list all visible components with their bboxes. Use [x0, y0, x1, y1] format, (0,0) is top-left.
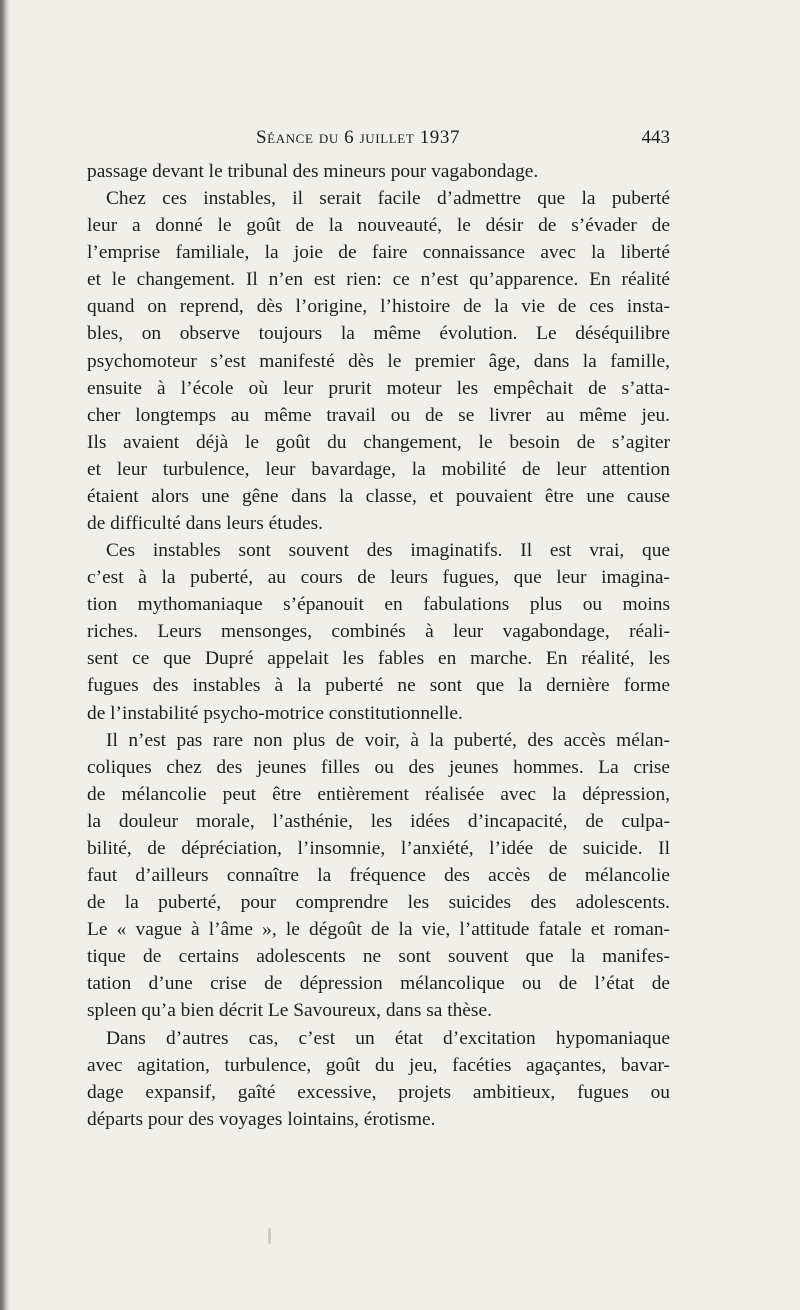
text-line: Le « vague à l’âme », le dégoût de la vie, l’attitude fatale et roman- — [87, 919, 670, 941]
paragraph — [87, 1025, 670, 1133]
text-line: tation d’une crise de dépression mélancolique ou de l’état de — [87, 973, 670, 995]
text-line: la douleur morale, l’asthénie, les idées d’incapacité, de culpa- — [87, 810, 670, 832]
text-line: c’est à la puberté, au cours de leurs fugues, que leur imagina- — [87, 567, 670, 589]
text-line: leur a donné le goût de la nouveauté, le désir de s’évader de — [87, 215, 670, 237]
text-line: Chez ces instables, il serait facile d’admettre que la puberté — [106, 188, 670, 210]
text-line: de la puberté, pour comprendre les suicides des adolescents. — [87, 892, 670, 914]
text-line: riches. Leurs mensonges, combinés à leur vagabondage, réali- — [87, 621, 670, 643]
text-line: ensuite à l’école où leur prurit moteur les empêchait de s’atta- — [87, 377, 670, 399]
running-head — [256, 123, 670, 153]
text-line: de mélancolie peut être entièrement réalisée avec la dépression, — [87, 783, 670, 805]
body-text — [87, 158, 670, 1133]
text-line: passage devant le tribunal des mineurs pour vagabondage. — [87, 161, 539, 182]
running-title: Séance du 6 juillet 1937 — [256, 127, 461, 148]
text-line: bilité, de dépréciation, l’insomnie, l’anxiété, l’idée de suicide. Il — [87, 837, 670, 859]
text-line: Ces instables sont souvent des imaginatifs. Il est vrai, que — [106, 540, 670, 562]
text-line: psychomoteur s’est manifesté dès le premier âge, dans la famille, — [87, 350, 670, 372]
text-line: dage expansif, gaîté excessive, projets ambitieux, fugues ou — [87, 1081, 670, 1103]
text-line: tion mythomaniaque s’épanouit en fabulations plus ou moins — [87, 594, 670, 616]
paragraph — [87, 537, 670, 727]
text-line: Il n’est pas rare non plus de voir, à la puberté, des accès mélan- — [106, 729, 670, 751]
text-line: bles, on observe toujours la même évolution. Le déséquilibre — [87, 323, 670, 345]
text-line: quand on reprend, dès l’origine, l’histoire de la vie de ces insta- — [87, 296, 670, 318]
text-line: Ils avaient déjà le goût du changement, le besoin de s’agiter — [87, 431, 670, 453]
text-line: cher longtemps au même travail ou de se livrer au même jeu. — [87, 404, 670, 426]
page-number: 443 — [641, 127, 670, 148]
page-edge-shadow — [0, 0, 10, 1310]
print-mark — [268, 1228, 271, 1244]
text-line: fugues des instables à la puberté ne sont que la dernière forme — [87, 675, 670, 697]
paragraph — [87, 185, 670, 537]
paragraph — [87, 727, 670, 1025]
text-line: spleen qu’a bien décrit Le Savoureux, dans sa thèse. — [87, 1000, 492, 1022]
text-line: faut d’ailleurs connaître la fréquence des accès de mélancolie — [87, 865, 670, 887]
text-line: sent ce que Dupré appelait les fables en marche. En réalité, les — [87, 648, 670, 670]
text-line: départs pour des voyages lointains, érotisme. — [87, 1108, 436, 1130]
paragraph — [87, 158, 670, 185]
text-line: de l’instabilité psycho-motrice constitutionnelle. — [87, 702, 463, 724]
text-line: étaient alors une gêne dans la classe, et pouvaient être une cause — [87, 485, 670, 507]
text-line: coliques chez des jeunes filles ou des jeunes hommes. La crise — [87, 756, 670, 778]
text-line: l’emprise familiale, la joie de faire connaissance avec la liberté — [87, 242, 670, 264]
text-line: et leur turbulence, leur bavardage, la mobilité de leur attention — [87, 458, 670, 480]
text-line: de difficulté dans leurs études. — [87, 513, 324, 535]
text-line: Dans d’autres cas, c’est un état d’excitation hypomaniaque — [106, 1027, 670, 1049]
text-line: tique de certains adolescents ne sont souvent que la manifes- — [87, 946, 670, 968]
text-line: et le changement. Il n’en est rien: ce n’est qu’apparence. En réalité — [87, 269, 670, 291]
text-line: avec agitation, turbulence, goût du jeu, facéties agaçantes, bavar- — [87, 1054, 670, 1076]
